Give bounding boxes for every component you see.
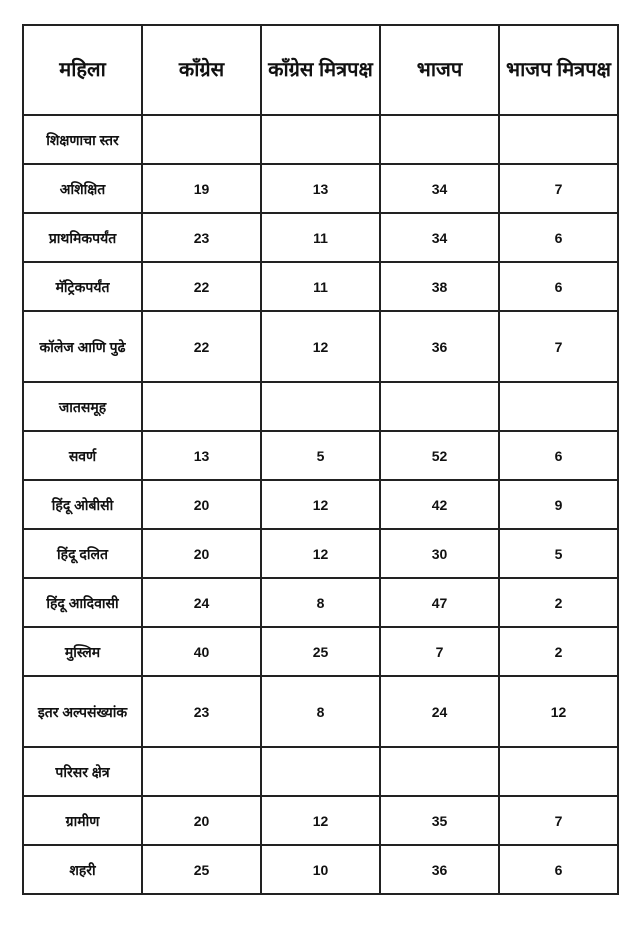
table-row [23, 311, 618, 382]
table-row [23, 431, 618, 480]
section-header-row [23, 115, 618, 164]
bjp-allies-cell: 5 [499, 529, 618, 578]
row-label: हिंदू दलित [23, 529, 142, 578]
congress-cell: 24 [142, 578, 261, 627]
table-row [23, 796, 618, 845]
bjp-allies-cell: 6 [499, 213, 618, 262]
congress-cell: 19 [142, 164, 261, 213]
header-row [23, 25, 618, 115]
row-label: हिंदू आदिवासी [23, 578, 142, 627]
congress-allies-cell: 11 [261, 213, 380, 262]
table-row [23, 578, 618, 627]
bjp-allies-cell: 6 [499, 262, 618, 311]
bjp-allies-cell: 7 [499, 311, 618, 382]
bjp-cell: 34 [380, 164, 499, 213]
bjp-cell: 36 [380, 311, 499, 382]
bjp-allies-cell: 12 [499, 676, 618, 747]
congress-allies-cell: 12 [261, 796, 380, 845]
table-row [23, 529, 618, 578]
congress-allies-cell: 25 [261, 627, 380, 676]
bjp-allies-cell: 2 [499, 627, 618, 676]
bjp-cell: 24 [380, 676, 499, 747]
congress-allies-cell: 8 [261, 676, 380, 747]
bjp-allies-cell [499, 747, 618, 796]
header-bjp-allies: भाजप मित्रपक्ष [499, 25, 618, 115]
congress-cell: 23 [142, 213, 261, 262]
table-row [23, 480, 618, 529]
bjp-cell: 7 [380, 627, 499, 676]
row-label: इतर अल्पसंख्यांक [23, 676, 142, 747]
bjp-cell: 34 [380, 213, 499, 262]
congress-allies-cell [261, 747, 380, 796]
congress-cell: 20 [142, 796, 261, 845]
row-label: अशिक्षित [23, 164, 142, 213]
bjp-allies-cell: 6 [499, 845, 618, 894]
congress-allies-cell [261, 382, 380, 431]
row-label: प्राथमिकपर्यंत [23, 213, 142, 262]
congress-cell [142, 747, 261, 796]
bjp-allies-cell [499, 382, 618, 431]
bjp-cell [380, 747, 499, 796]
row-label: मॅट्रिकपर्यंत [23, 262, 142, 311]
bjp-cell: 42 [380, 480, 499, 529]
congress-cell: 25 [142, 845, 261, 894]
row-label: सवर्ण [23, 431, 142, 480]
congress-allies-cell: 12 [261, 529, 380, 578]
congress-allies-cell: 13 [261, 164, 380, 213]
section-header-row [23, 747, 618, 796]
congress-allies-cell [261, 115, 380, 164]
congress-cell: 20 [142, 529, 261, 578]
table-row [23, 164, 618, 213]
table-row [23, 262, 618, 311]
congress-allies-cell: 10 [261, 845, 380, 894]
bjp-allies-cell: 2 [499, 578, 618, 627]
bjp-allies-cell: 9 [499, 480, 618, 529]
congress-allies-cell: 12 [261, 480, 380, 529]
row-label: ग्रामीण [23, 796, 142, 845]
congress-cell [142, 382, 261, 431]
bjp-cell [380, 382, 499, 431]
congress-allies-cell: 12 [261, 311, 380, 382]
bjp-allies-cell: 7 [499, 796, 618, 845]
women-vote-share-table [22, 24, 619, 895]
header-congress-allies: काँग्रेस मित्रपक्ष [261, 25, 380, 115]
row-label: मुस्लिम [23, 627, 142, 676]
congress-cell: 22 [142, 262, 261, 311]
congress-cell [142, 115, 261, 164]
congress-cell: 20 [142, 480, 261, 529]
bjp-allies-cell: 7 [499, 164, 618, 213]
row-label: परिसर क्षेत्र [23, 747, 142, 796]
row-label: हिंदू ओबीसी [23, 480, 142, 529]
congress-allies-cell: 5 [261, 431, 380, 480]
table-row [23, 627, 618, 676]
header-congress: काँग्रेस [142, 25, 261, 115]
bjp-cell: 30 [380, 529, 499, 578]
section-header-row [23, 382, 618, 431]
row-label: कॉलेज आणि पुढे [23, 311, 142, 382]
bjp-cell: 38 [380, 262, 499, 311]
congress-allies-cell: 11 [261, 262, 380, 311]
row-label: शहरी [23, 845, 142, 894]
table-row [23, 845, 618, 894]
row-label: शिक्षणाचा स्तर [23, 115, 142, 164]
row-label: जातसमूह [23, 382, 142, 431]
header-women: महिला [23, 25, 142, 115]
congress-allies-cell: 8 [261, 578, 380, 627]
bjp-cell: 52 [380, 431, 499, 480]
bjp-cell: 35 [380, 796, 499, 845]
congress-cell: 13 [142, 431, 261, 480]
congress-cell: 23 [142, 676, 261, 747]
bjp-allies-cell [499, 115, 618, 164]
bjp-cell [380, 115, 499, 164]
table-row [23, 213, 618, 262]
table-row [23, 676, 618, 747]
congress-cell: 22 [142, 311, 261, 382]
bjp-cell: 36 [380, 845, 499, 894]
bjp-allies-cell: 6 [499, 431, 618, 480]
congress-cell: 40 [142, 627, 261, 676]
bjp-cell: 47 [380, 578, 499, 627]
header-bjp: भाजप [380, 25, 499, 115]
